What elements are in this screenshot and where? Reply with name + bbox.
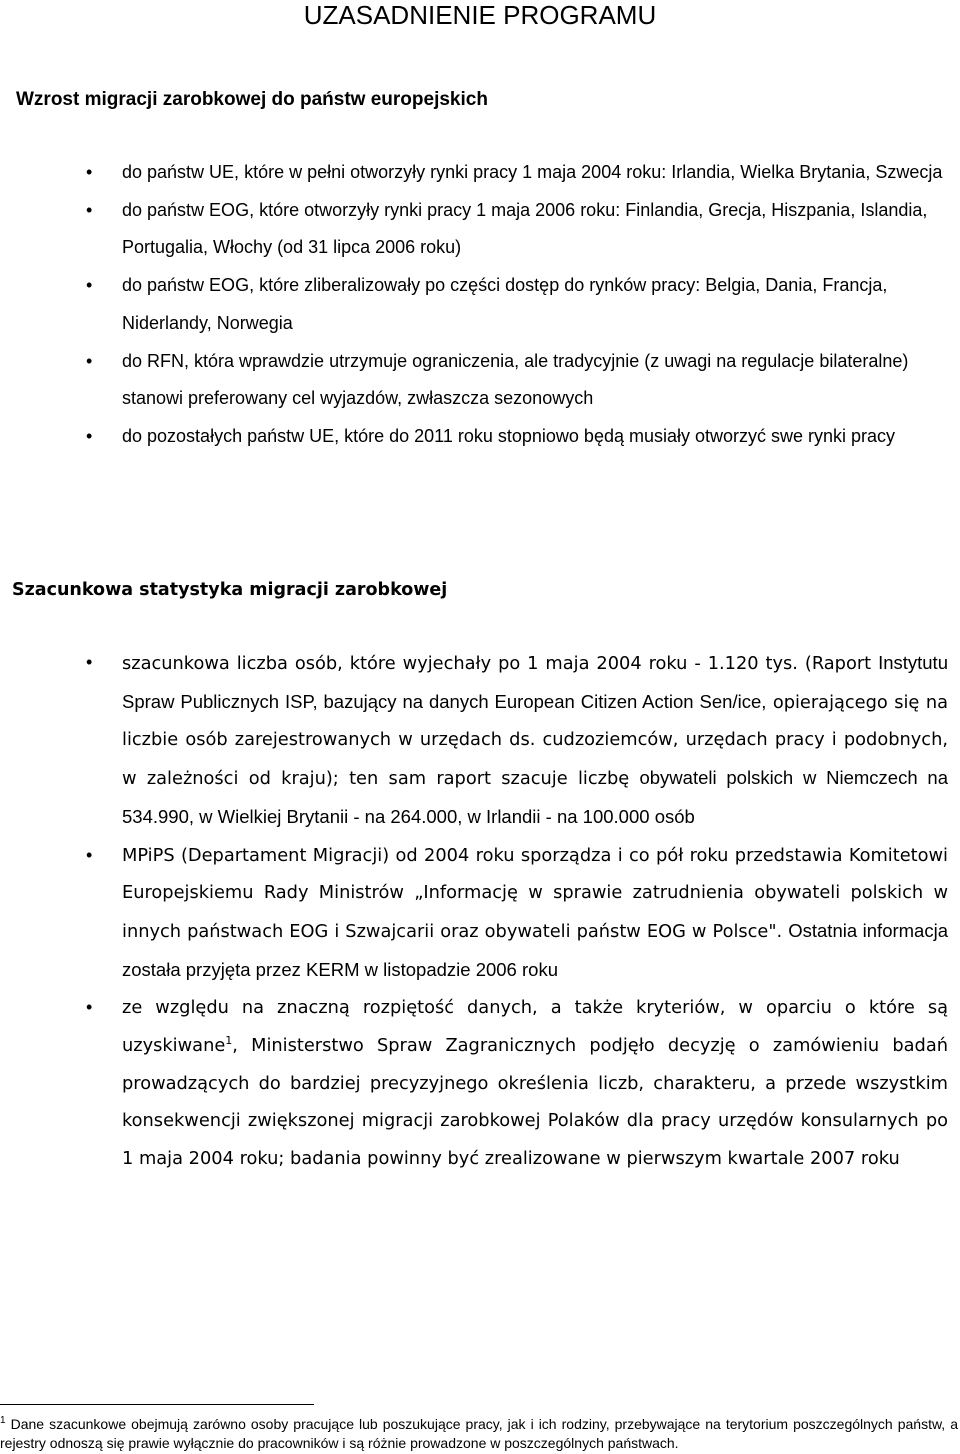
list-item: • MPiPS (Departament Migracji) od 2004 roku sporządza i co pół roku przedstawia Komitetowi Europejskiemu Rady Ministrów „Informację w sprawie zatrudnienia obywateli polskich w innych państwach EOG i Szwajcarii oraz obywateli państw EOG w Polsce". Ostatnia informacja została przyjęta przez KERM w listopadzie 2006 roku [0,837,956,990]
bullet-icon: • [86,162,93,182]
footnote-text: Dane szacunkowe obejmują zarówno osoby pracujące lub poszukujące pracy, jak i ich rodziny, przebywające na terytorium poszczególnych państw, a rejestry odnoszą się prawie wyłącznie do pracowników i są różnie prowadzone w poszczególnych państwach. [0,1416,958,1451]
bullet-icon: • [86,652,93,672]
list-item: • do państw EOG, które otworzyły rynki pracy 1 maja 2006 roku: Finlandia, Grecja, Hiszpania, Islandia, Portugalia, Włochy (od 31 lipca 2006 roku) [0,192,952,267]
bullet-icon: • [86,350,93,371]
footnote [0,1415,958,1453]
bullet-icon: • [86,199,93,220]
section-heading-statistics: Szacunkowa statystyka migracji zarobkowej [12,580,448,600]
footnote-separator [0,1404,314,1405]
bullet-icon: • [86,844,93,865]
page-title: UZASADNIENIE PROGRAMU [303,0,657,30]
bullet-icon: • [86,997,93,1018]
footnote-marker: 1 [0,1415,6,1426]
list-item: • do pozostałych państw UE, które do 2011 roku stopniowo będą musiały otworzyć swe rynki pracy [0,418,952,456]
statistics-list [0,644,960,1178]
section-heading-migration-growth: Wzrost migracji zarobkowej do państw europejskich [16,89,488,110]
list-item: • ze względu na znaczną rozpiętość danych, a także kryteriów, w oparciu o które są uzyskiwane$^1$, Ministerstwo Spraw Zagranicznych podjęło decyzję o zamówieniu badań prowadzących do bardziej precyzyjnego określenia liczb, charakteru, a przede wszystkim konsekwencji zwiększonej migracji zarobkowej Polaków dla pracy urzędów konsularnych po 1 maja 2004 roku; badania powinny być zrealizowane w pierwszym kwartale 2007 roku [0,989,956,1178]
footnote-reference[interactable]: 1 [225,1034,233,1048]
list-item: • do państw UE, które w pełni otworzyły rynki pracy 1 maja 2004 roku: Irlandia, Wielka Brytania, Szwecja [0,154,952,192]
destination-list [0,154,960,456]
bullet-icon: • [86,275,93,296]
bullet-icon: • [86,425,93,446]
list-item: • do państw EOG, które zliberalizowały po części dostęp do rynków pracy: Belgia, Dania, Francja, Niderlandy, Norwegia [0,267,952,342]
list-item: • szacunkowa liczba osób, które wyjechały po 1 maja 2004 roku - 1.120 tys. (Raport Instytutu Spraw Publicznych ISP, bazujący na danych European Citizen Action Sen/ice, opierającego się na liczbie osób zarejestrowanych w urzędach ds. cudzoziemców, urzędach pracy i podobnych, w zależności od kraju); ten sam raport szacuje liczbę obywateli polskich w Niemczech na 534.990, w Wielkiej Brytanii - na 264.000, w Irlandii - na 100.000 osób [0,644,956,837]
list-item: • do RFN, która wprawdzie utrzymuje ograniczenia, ale tradycyjnie (z uwagi na regulacje bilateralne) stanowi preferowany cel wyjazdów, zwłaszcza sezonowych [0,343,952,418]
